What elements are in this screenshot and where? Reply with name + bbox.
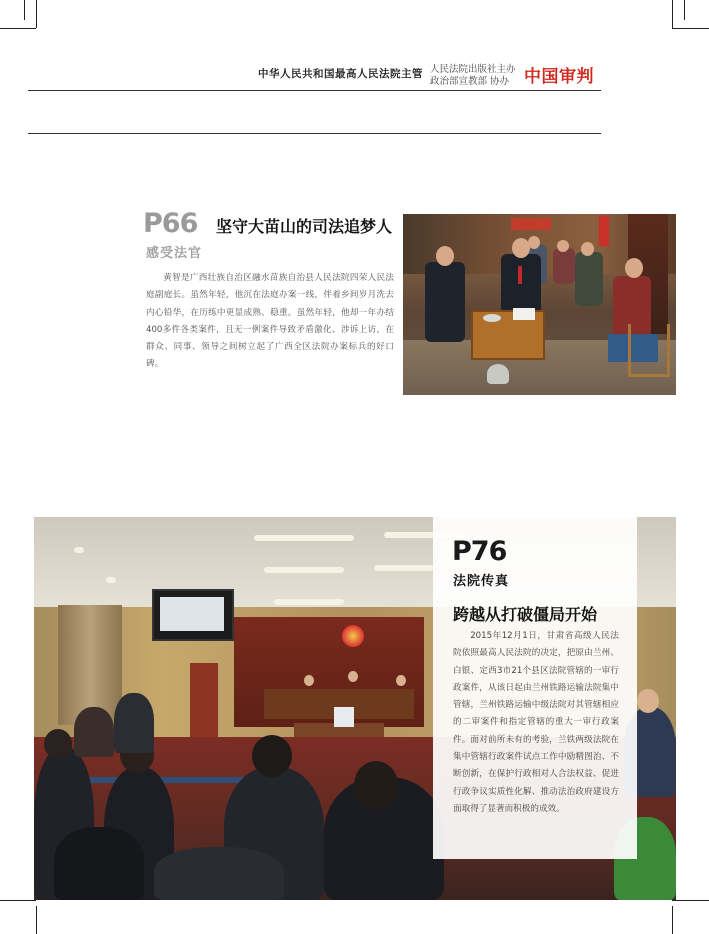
magazine-brand-logo: 中国审判 bbox=[524, 67, 594, 87]
article1-section-label: 感受法官 bbox=[146, 246, 203, 261]
crop-mark-top-right-v2 bbox=[684, 0, 685, 20]
co-publisher-lines bbox=[430, 64, 516, 88]
crop-mark-top-right-v bbox=[672, 0, 673, 28]
crop-mark-top-left-v2 bbox=[24, 0, 25, 20]
crop-mark-top-left-h bbox=[0, 28, 36, 29]
crop-mark-bottom-left-h bbox=[0, 900, 36, 901]
crop-mark-bottom-left-v bbox=[36, 906, 37, 934]
crop-mark-top-right-h bbox=[672, 28, 709, 29]
crop-mark-bottom-right-h bbox=[672, 900, 709, 901]
publisher-title: 中华人民共和国最高人民法院主管 bbox=[258, 68, 423, 80]
article2-body: 2015年12月1日，甘肃省高级人民法院依照最高人民法院的决定，把原由兰州、白银、定西3市21个县区法院管辖的一审行政案件，从该日起由兰州铁路运输法院集中管辖，兰州铁路运输中级法院对其管辖相应的二审案件和指定管辖的重大一审行政案件。面对前所未有的考验，兰铁两级法院在集中管辖行政案件试点工作中励精图治、不断创新，在保护行政相对人合法权益、促进行政争议实质性化解、推动法治政府建设方面取得了显著而积极的成效。 bbox=[453, 631, 619, 814]
article1-title[interactable]: 坚守大苗山的司法追梦人 bbox=[216, 217, 393, 236]
article2-page-number[interactable]: P76 bbox=[452, 536, 507, 567]
article1-body: 黄智是广西壮族自治区融水苗族自治县人民法院四荣人民法庭副庭长。虽然年轻，他沉在法庭办案一线，伴着乡间岁月洗去内心铅华，在历练中更显成熟、稳重。虽然年轻，他却一年办结400多件各类案件，且无一例案件导致矛盾激化、涉诉上访，在群众、同事、领导之间树立起了广西全区法院办案标兵的好口碑。 bbox=[146, 273, 394, 370]
co-publisher-line-2: 政治部宣教部 协办 bbox=[430, 76, 510, 87]
section-rule bbox=[28, 133, 601, 134]
article2-title[interactable]: 跨越从打破僵局开始 bbox=[453, 605, 598, 624]
crop-mark-top-left-v bbox=[36, 0, 37, 28]
article1-page-number[interactable]: P66 bbox=[143, 208, 198, 239]
article2-section-label: 法院传真 bbox=[453, 574, 510, 589]
crop-mark-bottom-right-v bbox=[672, 906, 673, 934]
article1-photo bbox=[403, 214, 676, 395]
header-rule bbox=[28, 90, 601, 91]
co-publisher-line-1: 人民法院出版社主办 bbox=[430, 64, 516, 75]
